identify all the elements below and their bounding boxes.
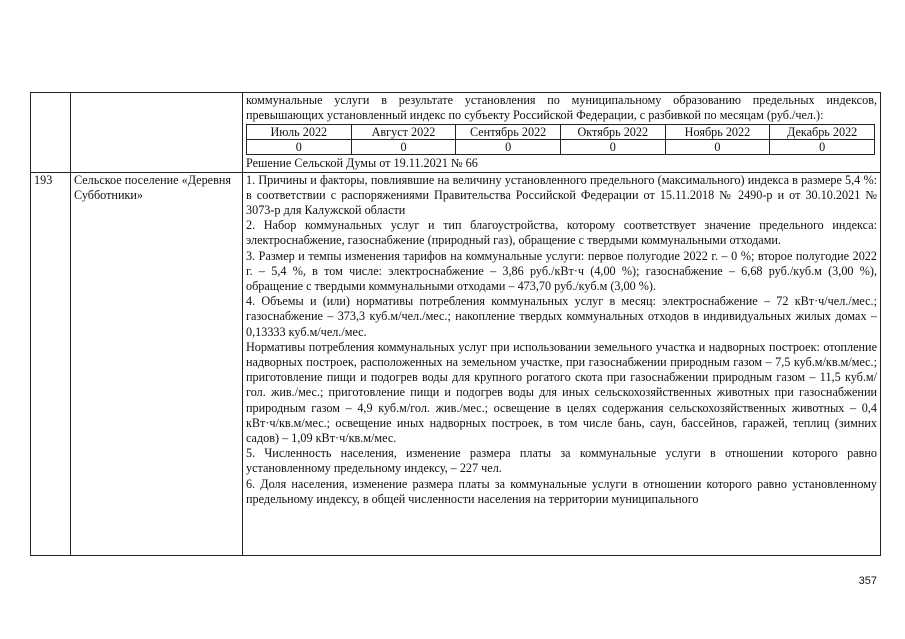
- months-header-row: [247, 125, 875, 140]
- months-values-row: [247, 140, 875, 155]
- intro-text: коммунальные услуги в результате установления по муниципальному образованию предельных индексов, превышающих установленный индекс по субъекту Российской Федерации, с разбивкой по месяцам (руб./чел.):: [246, 93, 877, 123]
- table-row: [31, 172, 881, 555]
- settlement-cell-empty: [71, 93, 243, 173]
- paragraph-reasons: 1. Причины и факторы, повлиявшие на величину установленного предельного (максимального) индекса в размере 5,4 %: в соответствии с распоряжениями Правительства Российской Федерации от 15.11.2018 № 2490-р и от 30.10.2021 № 3073-р для Калужской области: [246, 172, 877, 218]
- paragraph-population: 5. Численность населения, изменение размера платы за коммунальные услуги в отношении которого равно установленному предельному индексу, – 227 чел.: [246, 446, 877, 476]
- month-value: 0: [770, 140, 875, 155]
- decision-text: Решение Сельской Думы от 19.11.2021 № 66: [246, 156, 478, 171]
- month-value: 0: [665, 140, 770, 155]
- description-cell: [243, 172, 881, 555]
- month-header: Декабрь 2022: [770, 125, 875, 140]
- month-header: Июль 2022: [247, 125, 352, 140]
- description-cell: [243, 93, 881, 173]
- paragraph-services: 2. Набор коммунальных услуг и тип благоустройства, которому соответствует значение предельного индекса: электроснабжение, газоснабжение (природный газ), обращение с твердыми коммунальными отходами.: [246, 218, 877, 248]
- month-value: 0: [456, 140, 561, 155]
- row-number: 193: [31, 172, 71, 555]
- month-value: 0: [560, 140, 665, 155]
- month-header: Август 2022: [351, 125, 456, 140]
- month-value: 0: [351, 140, 456, 155]
- month-value: 0: [247, 140, 352, 155]
- month-header: Октябрь 2022: [560, 125, 665, 140]
- settlement-name: Сельское поселение «Деревня Субботники»: [71, 172, 243, 555]
- number-cell-empty: [31, 93, 71, 173]
- month-header: Сентябрь 2022: [456, 125, 561, 140]
- table-row: [31, 93, 881, 173]
- paragraph-tariffs: 3. Размер и темпы изменения тарифов на коммунальные услуги: первое полугодие 2022 г. – 0 %; второе полугодие 2022 г. – 5,4 %, в том числе: электроснабжение – 3,86 руб./кВт·ч (4,00 %); газоснабжение – 6,68 руб./куб.м (3,00 %), обращение с твердыми коммунальными отходами – 473,70 руб./куб.м (3,00 %).: [246, 248, 877, 294]
- month-header: Ноябрь 2022: [665, 125, 770, 140]
- page-number: 357: [858, 575, 877, 587]
- paragraph-norms: Нормативы потребления коммунальных услуг при использовании земельного участка и надворных построек: отопление надворных построек, расположенных на земельном участке, при газоснабжении природным газом – 7,5 куб.м/кв.м/мес.; приготовление пищи и подогрев воды для крупного рогатого скота при газоснабжении природным газом – 11,5 куб.м/гол. жив./мес.; приготовление пищи и подогрев воды для иных сельскохозяйственных животных при газоснабжении природным газом – 4,9 куб.м/гол. жив./мес.; освещение в целях содержания сельскохозяйственных животных – 0,4 кВт·ч/кв.м/мес.; освещение иных надворных построек, в том числе бань, саун, бассейнов, гаражей, теплиц (зимних садов) – 1,09 кВт·ч/кв.м/мес.: [246, 339, 877, 446]
- months-table: [246, 124, 875, 155]
- paragraph-volumes: 4. Объемы и (или) нормативы потребления коммунальных услуг в месяц: электроснабжение – 72 кВт·ч/чел./мес.; газоснабжение – 373,3 куб.м/чел./мес.; накопление твердых коммунальных отходов в индивидуальных жилых домах – 0,13333 куб.м/чел./мес.: [246, 294, 877, 339]
- paragraph-share: 6. Доля населения, изменение размера платы за коммунальные услуги в отношении которого равно установленному предельному индексу, в общей численности населения на территории муниципального: [246, 476, 877, 506]
- index-table: [30, 92, 881, 556]
